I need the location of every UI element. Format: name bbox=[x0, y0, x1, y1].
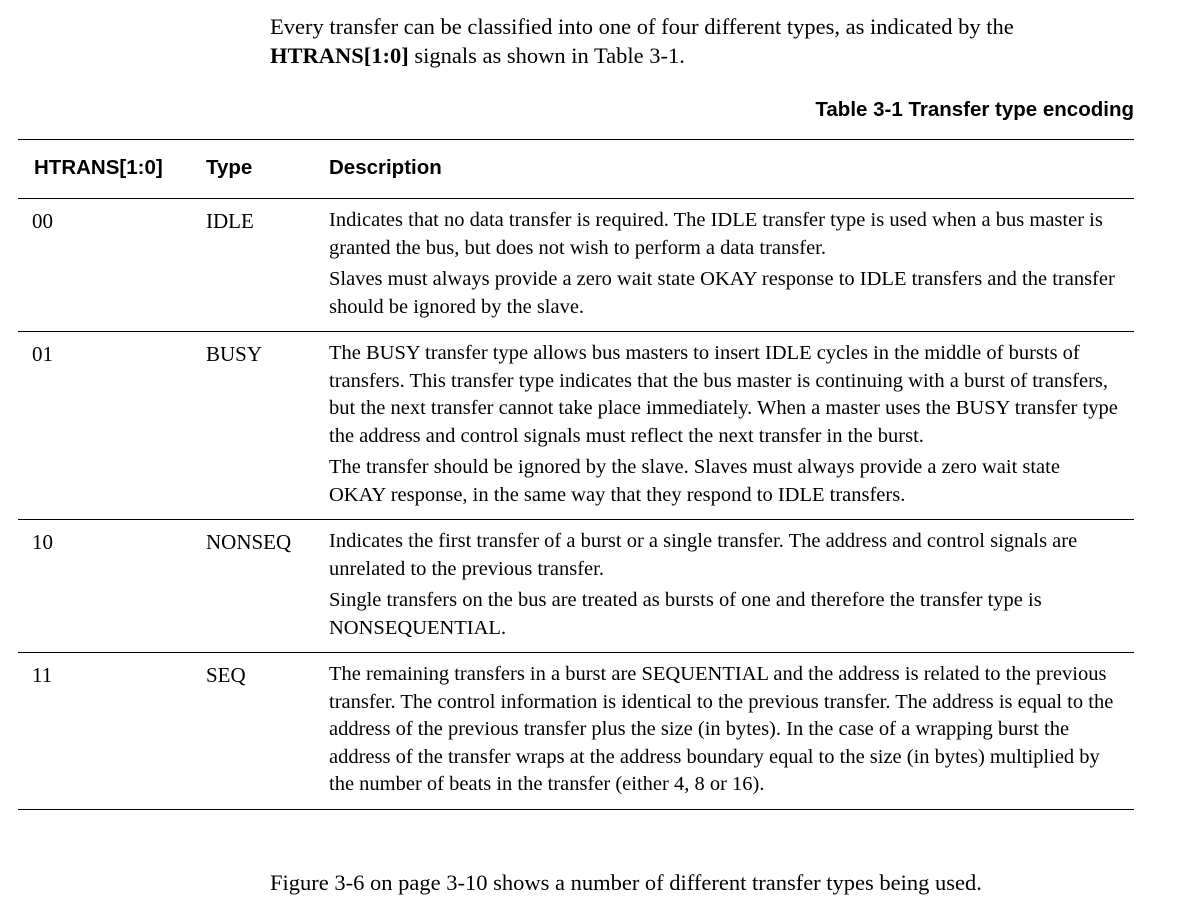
transfer-type-table bbox=[18, 139, 1134, 810]
footer-paragraph: Figure 3-6 on page 3-10 shows a number of different transfer types being used. bbox=[270, 870, 982, 895]
row-code: 10 bbox=[32, 530, 53, 554]
description-paragraph: Indicates that no data transfer is required. The IDLE transfer type is used when a bus master is granted the bus, but does not wish to perform a data transfer. bbox=[329, 209, 1103, 259]
row-code: 01 bbox=[32, 342, 53, 366]
header-type: Type bbox=[206, 156, 253, 179]
row-code: 00 bbox=[32, 209, 53, 233]
intro-text-before: Every transfer can be classified into one of four different types, as indicated by the bbox=[270, 14, 1014, 39]
description-paragraph: Indicates the first transfer of a burst or a single transfer. The address and control signals are unrelated to the previous transfer. bbox=[329, 530, 1078, 580]
row-code: 11 bbox=[32, 663, 53, 687]
row-type: BUSY bbox=[206, 342, 263, 366]
table-row bbox=[18, 519, 1134, 652]
intro-text-after: signals as shown in Table 3-1. bbox=[408, 43, 685, 68]
intro-paragraph bbox=[270, 12, 1150, 70]
header-description: Description bbox=[329, 156, 442, 179]
header-htrans: HTRANS[1:0] bbox=[34, 156, 163, 179]
table-body bbox=[18, 199, 1134, 809]
table-caption: Table 3-1 Transfer type encoding bbox=[815, 98, 1134, 121]
table-row bbox=[18, 652, 1134, 809]
row-description bbox=[329, 340, 1119, 509]
table-row bbox=[18, 331, 1134, 519]
row-description bbox=[329, 207, 1119, 321]
description-paragraph: The remaining transfers in a burst are SEQUENTIAL and the address is related to the previous transfer. The control information is identical to the previous transfer. The address is equal to the address of the previous transfer plus the size (in bytes). In the case of a wrapping burst the address of the transfer wraps at the address boundary equal to the size (in bytes) multiplied by the number of beats in the transfer (either 4, 8 or 16). bbox=[329, 663, 1114, 795]
row-type: NONSEQ bbox=[206, 530, 292, 554]
row-type: IDLE bbox=[206, 209, 254, 233]
description-paragraph: Slaves must always provide a zero wait state OKAY response to IDLE transfers and the transfer should be ignored by the slave. bbox=[329, 268, 1115, 318]
row-type: SEQ bbox=[206, 663, 246, 687]
row-description bbox=[329, 528, 1119, 642]
intro-signal-name: HTRANS[1:0] bbox=[270, 43, 409, 68]
description-paragraph: The transfer should be ignored by the slave. Slaves must always provide a zero wait state OKAY response, in the same way that they respond to IDLE transfers. bbox=[329, 456, 1060, 506]
description-paragraph: The BUSY transfer type allows bus masters to insert IDLE cycles in the middle of bursts of transfers. This transfer type indicates that the bus master is continuing with a burst of transfers, but the next transfer cannot take place immediately. When a master uses the BUSY transfer type the address and control signals must reflect the next transfer in the burst. bbox=[329, 342, 1118, 447]
table-row bbox=[18, 199, 1134, 331]
row-description bbox=[329, 661, 1119, 799]
description-paragraph: Single transfers on the bus are treated as bursts of one and therefore the transfer type is NONSEQUENTIAL. bbox=[329, 589, 1042, 639]
table-header-row bbox=[18, 140, 1134, 199]
